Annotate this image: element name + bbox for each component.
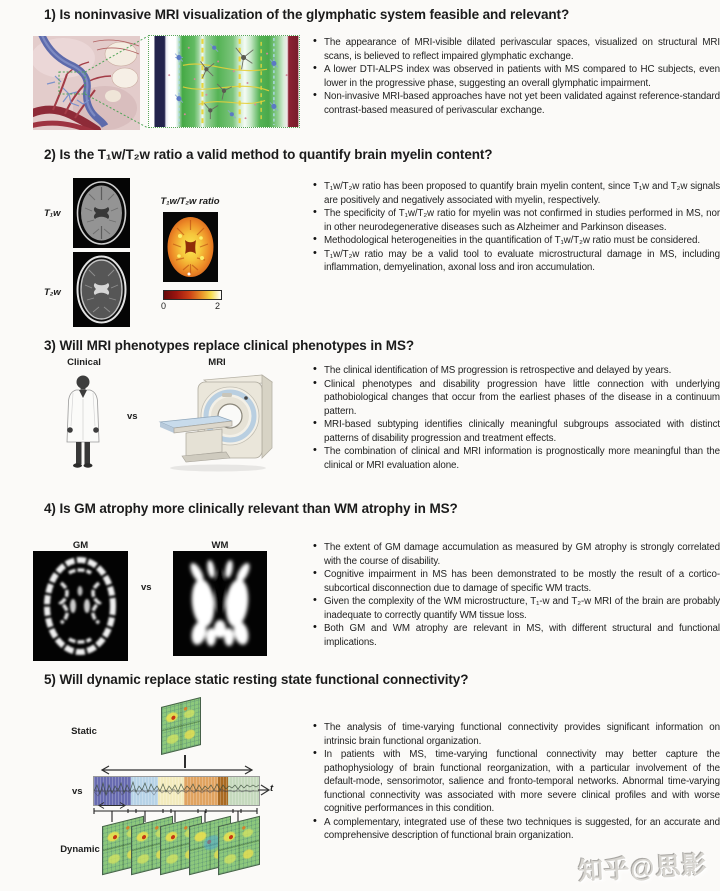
bullet-list <box>310 721 720 843</box>
bullet-item: • A lower DTI-ALPS index was observed in patients with MS compared to HC subjects, even lower in the progressive phase, suggesting an overall glymphatic impairment. <box>324 63 720 90</box>
bullet-item: • Clinical phenotypes and disability progression have little connection with underlying pathobiological changes that occur from the earliest phases of the disease in a continuum pattern. <box>324 378 720 419</box>
section-title: 4) Is GM atrophy more clinically relevant than WM atrophy in MS? <box>44 501 458 516</box>
bullet-item: • MRI-based subtyping identifies clinically meaningful subgroups associated with distinct patterns of disability progression and treatment effects. <box>324 418 720 445</box>
vs-label: vs <box>72 786 83 797</box>
ratio-map-label: T₁w/T₂w ratio <box>160 196 220 207</box>
watermark: 知乎@思影 <box>577 851 709 886</box>
bullet-item: • The specificity of T₁w/T₂w ratio for myelin was not confirmed in studies performed in MS, nor in other neurodegenerative diseases such as Alzheimer and Parkinson diseases. <box>324 207 720 234</box>
bullet-item: • Non-invasive MRI-based approaches have not yet been validated against reference-standard contrast-based measured of perivascular exchange. <box>324 90 720 117</box>
bullet-item: • The combination of clinical and MRI information is prognostically more meaningful than the clinical or MRI evaluation alone. <box>324 445 720 472</box>
colorbar-min: 0 <box>161 301 167 311</box>
t1w-label: T₁w <box>44 208 61 219</box>
bullet-item: • T₁w/T₂w ratio has been proposed to quantify brain myelin content, since T₁w and T₂w signals are positively and negatively associated with myelin, respectively. <box>324 180 720 207</box>
clinical-label: Clinical <box>67 357 101 368</box>
wm-label: WM <box>211 540 229 551</box>
section-title: 2) Is the T₁w/T₂w ratio a valid method to quantify brain myelin content? <box>44 147 493 162</box>
vs-label: vs <box>141 582 152 593</box>
static-label: Static <box>71 726 97 737</box>
bullet-item: • In patients with MS, time-varying functional connectivity may better capture the pathophysiology of brain functional reorganization, with a particular involvement of the default-mode, sensorimotor, salience and fronto-temporal networks. Abnormal time-varying functional connectivity was associated with more severe clinical profiles and with worse cognitive performances in this condition. <box>324 748 720 816</box>
vs-label: vs <box>127 411 138 422</box>
window-span-arrow <box>96 765 258 775</box>
section-title: 5) Will dynamic replace static resting state functional connectivity? <box>44 672 469 687</box>
section-title: 1) Is noninvasive MRI visualization of the glymphatic system feasible and relevant? <box>44 7 570 22</box>
bullet-item: • T₁w/T₂w ratio may be a valid tool to evaluate microstructural damage in MS, including inflammation, demyelination, axonal loss and iron accumulation. <box>324 248 720 275</box>
colorbar-max: 2 <box>215 301 221 311</box>
dynamic-label: Dynamic <box>60 844 100 855</box>
time-axis-label: t <box>270 783 274 794</box>
bullet-item: • The extent of GM damage accumulation as measured by GM atrophy is strongly correlated with the course of disability. <box>324 541 720 568</box>
bullet-item: • Given the complexity of the WM microstructure, T₁-w and T₂-w MRI of the brain are probably inadequate to correctly quantify WM tissue loss. <box>324 595 720 622</box>
t2w-label: T₂w <box>44 287 61 298</box>
bullet-item: • The clinical identification of MS progression is retrospective and delayed by years. <box>324 364 720 378</box>
bullet-item: • Methodological heterogeneities in the quantification of T₁w/T₂w ratio must be considered. <box>324 234 720 248</box>
bullet-item: • The analysis of time-varying functional connectivity provides significant information on intrinsic brain functional organization. <box>324 721 720 748</box>
bullet-item: • The appearance of MRI-visible dilated perivascular spaces, visualized on structural MRI scans, is believed to reflect impaired glymphatic exchange. <box>324 36 720 63</box>
section-title: 3) Will MRI phenotypes replace clinical phenotypes in MS? <box>44 338 414 353</box>
dynamic-fc-matrix <box>218 816 260 875</box>
gm-label: GM <box>72 540 89 551</box>
window-tick-bracket <box>93 808 258 822</box>
static-fc-matrix <box>161 697 201 755</box>
bullet-item: • A complementary, integrated use of these two techniques is suggested, for an accurate and comprehensive description of functional brain organization. <box>324 816 720 843</box>
mri-label: MRI <box>208 357 226 368</box>
bullet-item: • Cognitive impairment in MS has been demonstrated to be mostly the result of a cortico-subcortical disconnection due to damage of specific WM tracts. <box>324 568 720 595</box>
bullet-item: • Both GM and WM atrophy are relevant in MS, with different structural and functional implications. <box>324 622 720 649</box>
